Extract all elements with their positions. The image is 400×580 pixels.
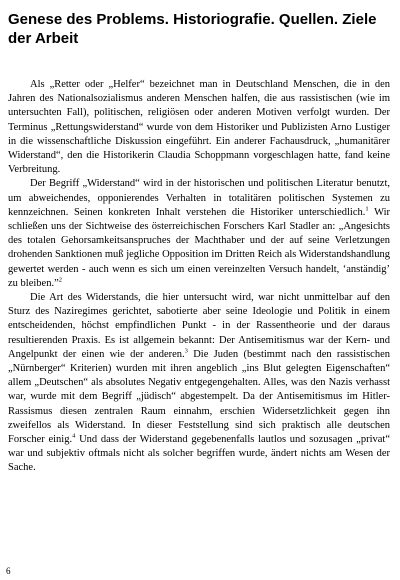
footnote-marker: 1 xyxy=(365,205,369,213)
footnote-marker: 2 xyxy=(58,276,62,284)
text-run: Die Art des Widerstands, die hier untersucht wird, war nicht unmittelbar auf den Sturz des Naziregimes gerichtet, sabotierte aber seine Ideologie und Politik in einem entscheidenden, höchst empfindlichen Punkt - in der Rassentheorie und der daraus resultierenden Praxis. Es ist allgemein bekannt: Der Antisemitismus war der Kern- und Angelpunkt der einen wie der anderen. xyxy=(8,292,390,360)
footnote-marker: 4 xyxy=(72,432,76,440)
body-text xyxy=(8,78,390,476)
footnote-marker: 3 xyxy=(184,347,188,355)
paragraph xyxy=(8,78,390,177)
text-run: Wir schließen uns der Sichtweise des österreichischen Forschers Karl Stadler an: „Angesichts des totalen Gehorsamkeitsanspruches der Machthaber und der auf seine Verletzungen drohenden Sanktionen muß jegliche Opposition im Dritten Reich als Widerstandshandlung gewertet werden - auch wenn es sich um einen vereinzelten Versuch handelt, ‘anständig’ zu bleiben.” xyxy=(8,206,390,289)
text-run: Als „Retter oder „Helfer“ bezeichnet man in Deutschland Menschen, die in den Jahren des Nationalsozialismus anderen Menschen halfen, die aus rassistischen (wie im untersuchten Fall), politischen, religiösen oder anderen Motiven verfolgt wurden. Der Terminus „Rettungswiderstand“ wurde von dem Historiker und Publizisten Arno Lustiger in die wissenschaftliche Diskussion eingeführt. Ein anderer Fachausdruck, „humanitärer Widerstand“, den die Historikerin Claudia Schoppmann vorgeschlagen hatte, fand keine Verbreitung. xyxy=(8,79,390,176)
text-run: Die Juden (bestimmt nach den rassistischen „Nürnberger“ Kriterien) wurden mit ihren angeblich „ins Blut gelegten Eigenschaften“ allem „Deutschen“ als absolutes Negativ entgegengehalten. Alles, was den Nazis verhasst war, wurde mit dem Begriff „jüdisch“ abgestempelt. Da der Antisemitismus im Hitler-Rassismus diesen zentralen Raum einnahm, erschien Widersetzlichkeit gegen ihn zweifellos als Widerstand. In dieser Feststellung sind sich praktisch alle deutschen Forscher einig. xyxy=(8,348,390,446)
text-run: Und dass der Widerstand gegebenenfalls lautlos und sozusagen „privat“ war und subjektiv oftmals nicht als solcher begriffen wurde, ändert nichts am Wesen der Sache. xyxy=(8,434,390,474)
page-number: 6 xyxy=(6,566,11,576)
text-run: Der Begriff „Widerstand“ wird in der historischen und politischen Literatur benutzt, um abweichendes, opponierendes Verhalten in totalitären politischen Systemen zu kennzeichnen. Seinen konkreten Inhalt verstehen die Historiker unterschiedlich. xyxy=(8,178,390,218)
paragraph xyxy=(8,177,390,291)
paragraph xyxy=(8,291,390,476)
chapter-heading: Genese des Problems. Historiografie. Quellen. Ziele der Arbeit xyxy=(8,11,377,47)
